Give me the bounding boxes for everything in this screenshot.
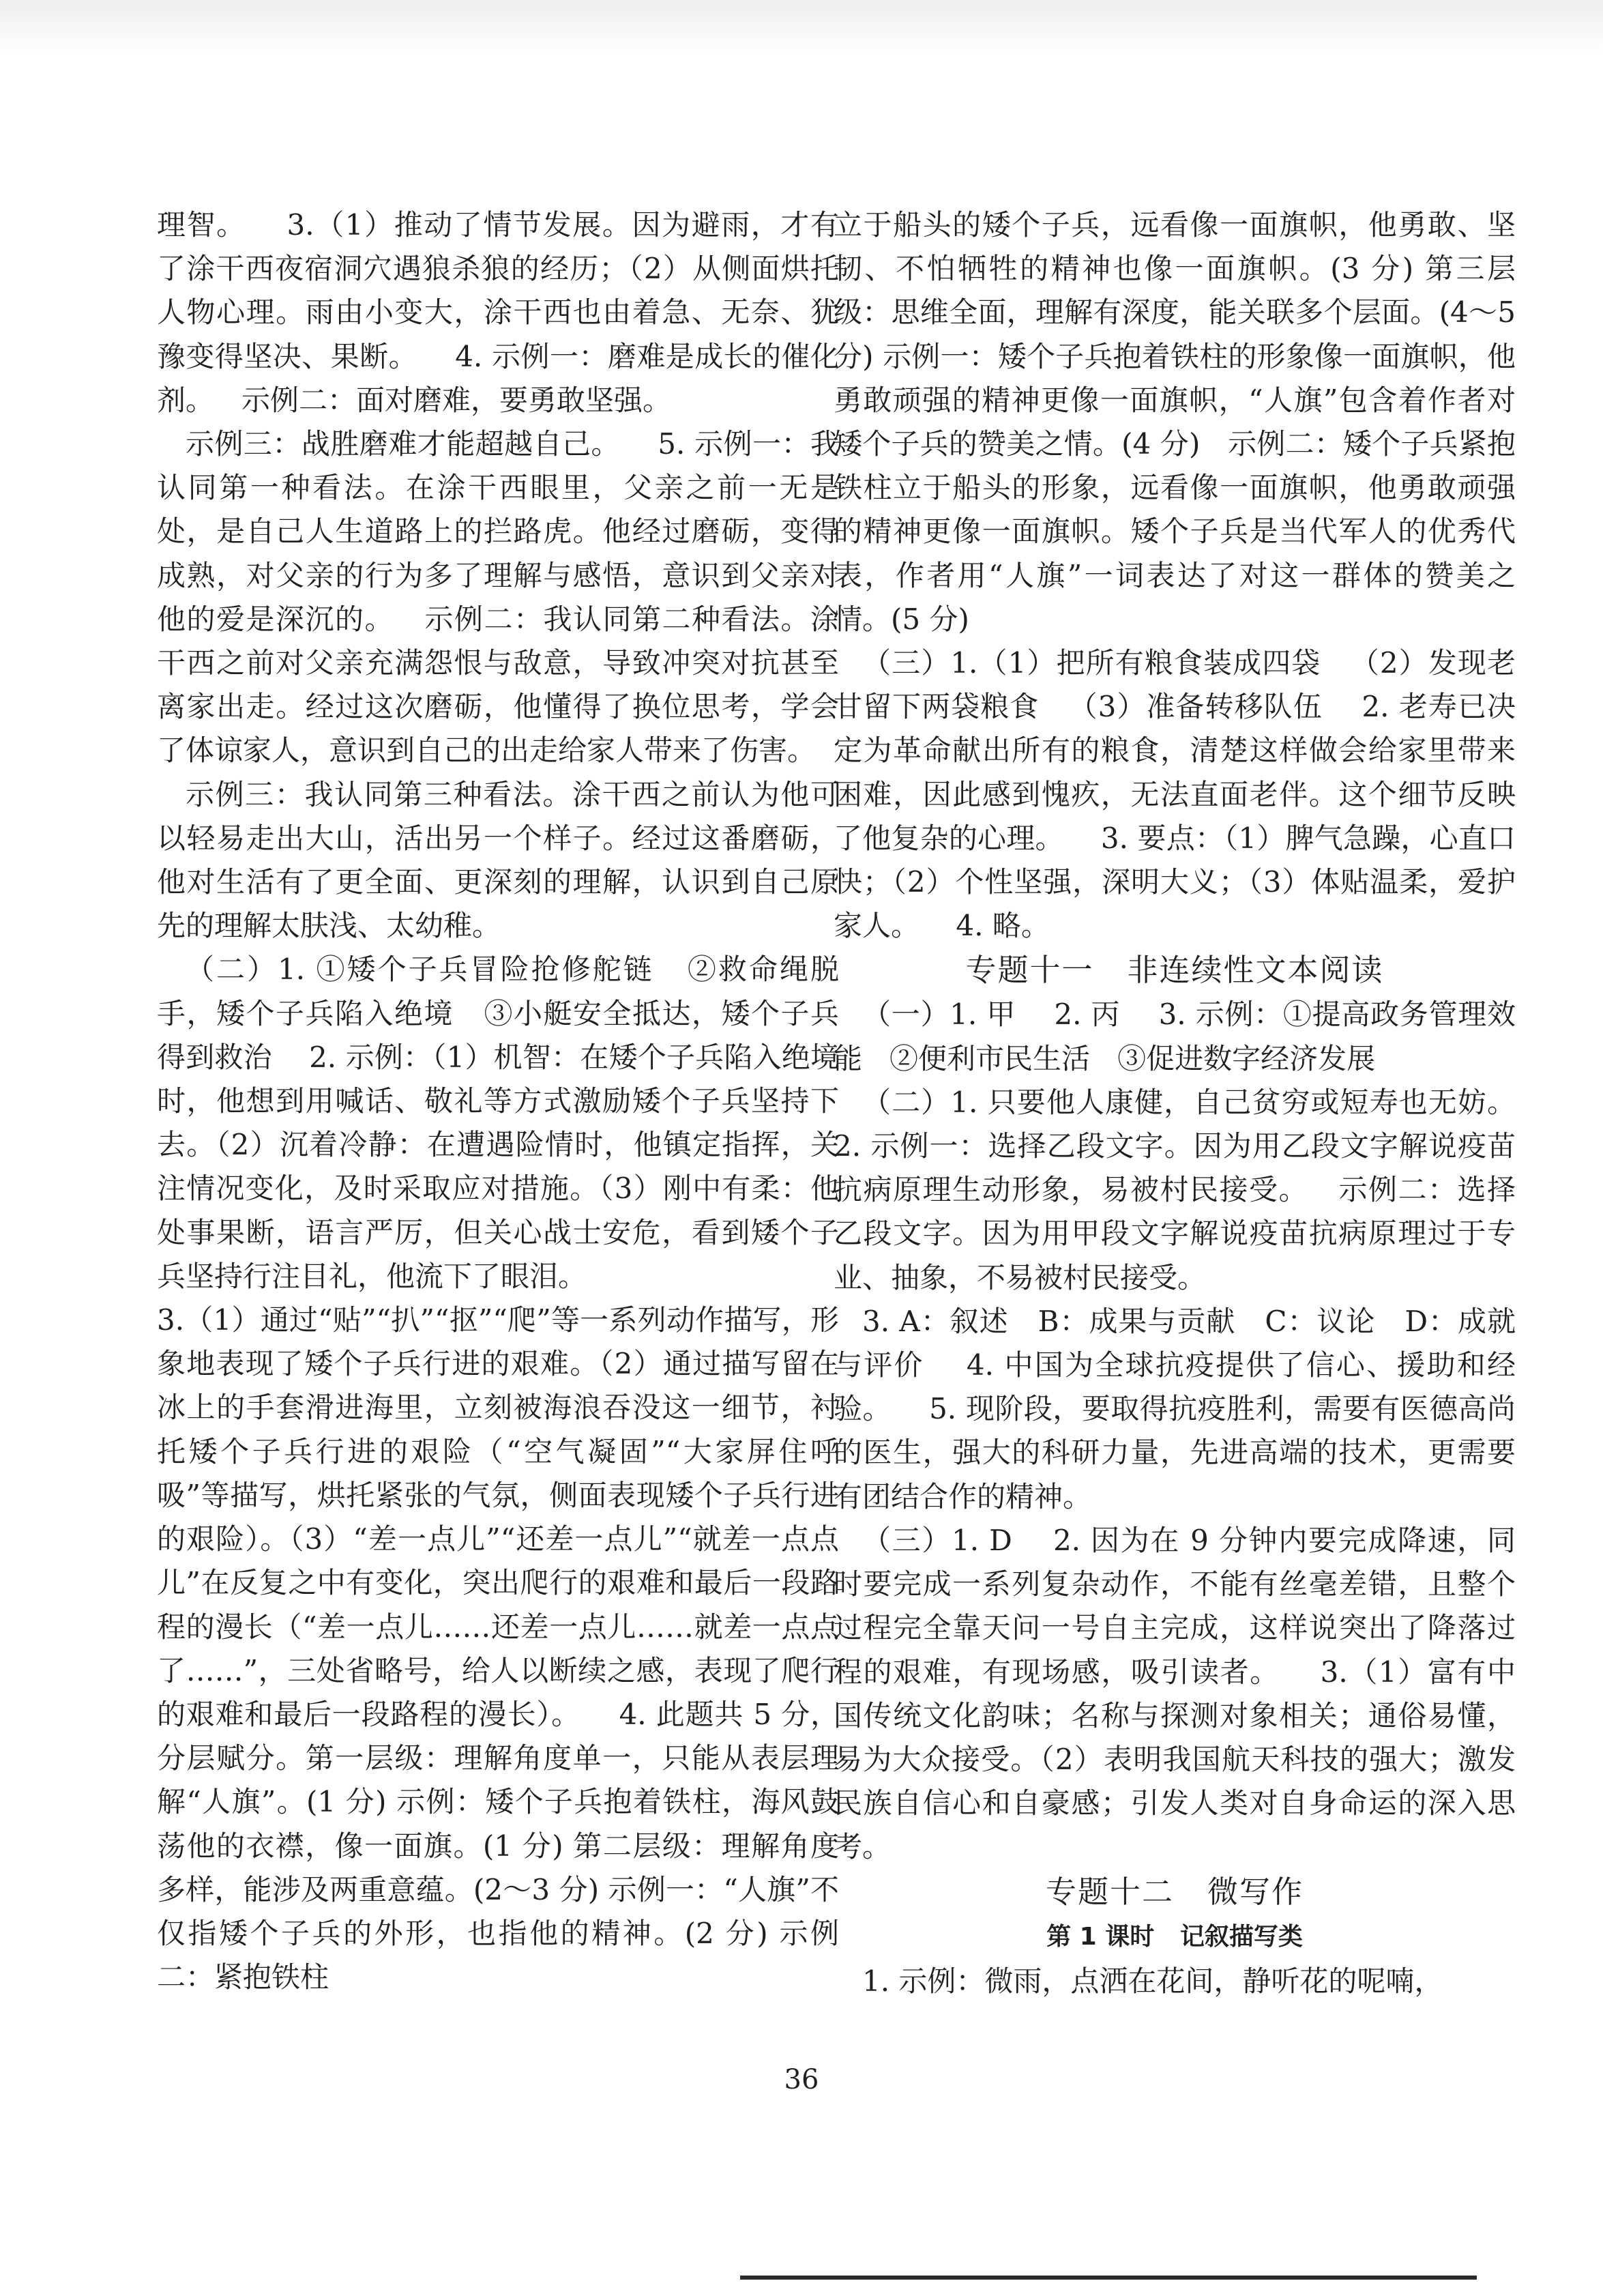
- left-column: [157, 203, 839, 1999]
- right-paragraph-1: 立于船头的矮个子兵，远看像一面旗帜，他勇敢、坚韧、不怕牺牲的精神也像一面旗帜。(3 分) 第三层级：思维全面，理解有深度，能关联多个层面。(4～5 分) 示例一：矮个子兵抱着铁柱的形象像一面旗帜，他勇敢顽强的精神更像一面旗帜，“人旗”包含着作者对矮个子兵的赞美之情。(4 分) 示例二：矮个子兵紧抱铁柱立于船头的形象，远看像一面旗帜，他勇敢顽强的精神更像一面旗帜。矮个子兵是当代军人的优秀代表，作者用“人旗”一词表达了对这一群体的赞美之情。(5 分): [834, 208, 1525, 636]
- right-column: [834, 203, 1553, 2003]
- left-paragraph-2: 示例三：战胜磨难才能超越自己。 5. 示例一：我认同第一种看法。在涂干西眼里，父亲之前一无是处，是自己人生道路上的拦路虎。他经过磨砺，变得成熟，对父亲的行为多了理解与感悟，意识到父亲对他的爱是深沉的。 示例二：我认同第二种看法。涂干西之前对父亲充满怨恨与敌意，导致冲突对抗甚至离家出走。经过这次磨砺，他懂得了换位思考，学会了体谅家人，意识到自己的出走给家人带来了伤害。: [157, 427, 839, 768]
- right-lesson-heading-9: 第 1 课时 记叙描写类: [1046, 1922, 1303, 1951]
- right-section-heading-3: 专题十一 非连续性文本阅读: [965, 952, 1384, 989]
- bottom-rule: [740, 2276, 1477, 2280]
- left-paragraph-3: 示例三：我认同第三种看法。涂干西之前认为他可以轻易走出大山，活出另一个样子。经过这番磨砺，他对生活有了更全面、更深刻的理解，认识到自己原先的理解太肤浅、太幼稚。: [157, 777, 839, 943]
- right-section-heading-8: 专题十二 微写作: [1046, 1873, 1304, 1910]
- right-paragraph-5: （二）1. 只要他人康健，自己贫穷或短寿也无妨。 2. 示例一：选择乙段文字。因为用乙段文字解说疫苗抗病原理生动形象，易被村民接受。 示例二：选择乙段文字。因为用甲段文字解说疫苗抗病原理过于专业、抽象，不易被村民接受。: [834, 1085, 1553, 1294]
- right-paragraph-6: 3. A：叙述 B：成果与贡献 C：议论 D：成就与评价 4. 中国为全球抗疫提供了信心、援助和经验。 5. 现阶段，要取得抗疫胜利，需要有医德高尚的医生，强大的科研力量，先进高端的技术，更需要有团结合作的精神。: [834, 1304, 1516, 1513]
- right-paragraph-7: （三）1. D 2. 因为在 9 分钟内要完成降速，同时要完成一系列复杂动作，不能有丝毫差错，且整个过程完全靠天问一号自主完成，这样说突出了降落过程的艰难，有现场感，吸引读者。 3.（1）富有中国传统文化韵味；名称与探测对象相关；通俗易懂，易为大众接受。（2）表明我国航天科技的强大；激发民族自信心和自豪感；引发人类对自身命运的深入思考。: [834, 1523, 1516, 1864]
- right-paragraph-4: （一）1. 甲 2. 丙 3. 示例：①提高政务管理效能 ②便利市民生活 ③促进数字经济发展: [834, 998, 1516, 1075]
- left-paragraph-4: （二）1. ①矮个子兵冒险抢修舵链 ②救命绳脱手，矮个子兵陷入绝境 ③小艇安全抵达，矮个子兵得到救治 2. 示例：（1）机智：在矮个子兵陷入绝境时，他想到用喊话、敬礼等方式激励矮个子兵坚持下去。（2）沉着冷静：在遭遇险情时，他镇定指挥，关注情况变化，及时采取应对措施。（3）刚中有柔：他处事果断，语言严厉，但关心战士安危，看到矮个子兵坚持行注目礼，他流下了眼泪。: [157, 953, 839, 1293]
- right-paragraph-10: 1. 示例：微雨，点洒在花间，静听花的呢喃，: [862, 1964, 1443, 1998]
- scan-top-shading: [0, 0, 1603, 55]
- left-paragraph-1: 理智。 3.（1）推动了情节发展。因为避雨，才有了涂干西夜宿洞穴遇狼杀狼的经历；（2）从侧面烘托人物心理。雨由小变大，涂干西也由着急、无奈、犹豫变得坚决、果断。 4. 示例一：磨难是成长的催化剂。 示例二：面对磨难，要勇敢坚强。: [157, 208, 839, 417]
- right-paragraph-2: （三）1.（1）把所有粮食装成四袋 （2）发现老甘留下两袋粮食 （3）准备转移队伍 2. 老寿已决定为革命献出所有的粮食，清楚这样做会给家里带来困难，因此感到愧疚，无法直面老伴。这个细节反映了他复杂的心理。 3. 要点：（1）脾气急躁，心直口快；（2）个性坚强，深明大义；（3）体贴温柔，爱护家人。 4. 略。: [834, 646, 1516, 943]
- left-paragraph-5: 3.（1）通过“贴”“扒”“抠”“爬”等一系列动作描写，形象地表现了矮个子兵行进的艰难。（2）通过描写留在冰上的手套滑进海里，立刻被海浪吞没这一细节，衬托矮个子兵行进的艰险（“空气凝固”“大家屏住呼吸”等描写，烘托紧张的气氛，侧面表现矮个子兵行进的艰险）。（3）“差一点儿”“还差一点儿”“就差一点点儿”在反复之中有变化，突出爬行的艰难和最后一段路程的漫长（“差一点儿……还差一点儿……就差一点点了……”，三处省略号，给人以断续之感，表现了爬行的艰难和最后一段路程的漫长）。 4. 此题共 5 分，分层赋分。第一层级：理解角度单一，只能从表层理解“人旗”。(1 分) 示例：矮个子兵抱着铁柱，海风鼓荡他的衣襟，像一面旗。(1 分) 第二层级：理解角度多样，能涉及两重意蕴。(2～3 分) 示例一：“人旗”不仅指矮个子兵的外形，也指他的精神。(2 分) 示例二：紧抱铁柱: [157, 1303, 839, 1994]
- page-number: 36: [784, 2064, 819, 2095]
